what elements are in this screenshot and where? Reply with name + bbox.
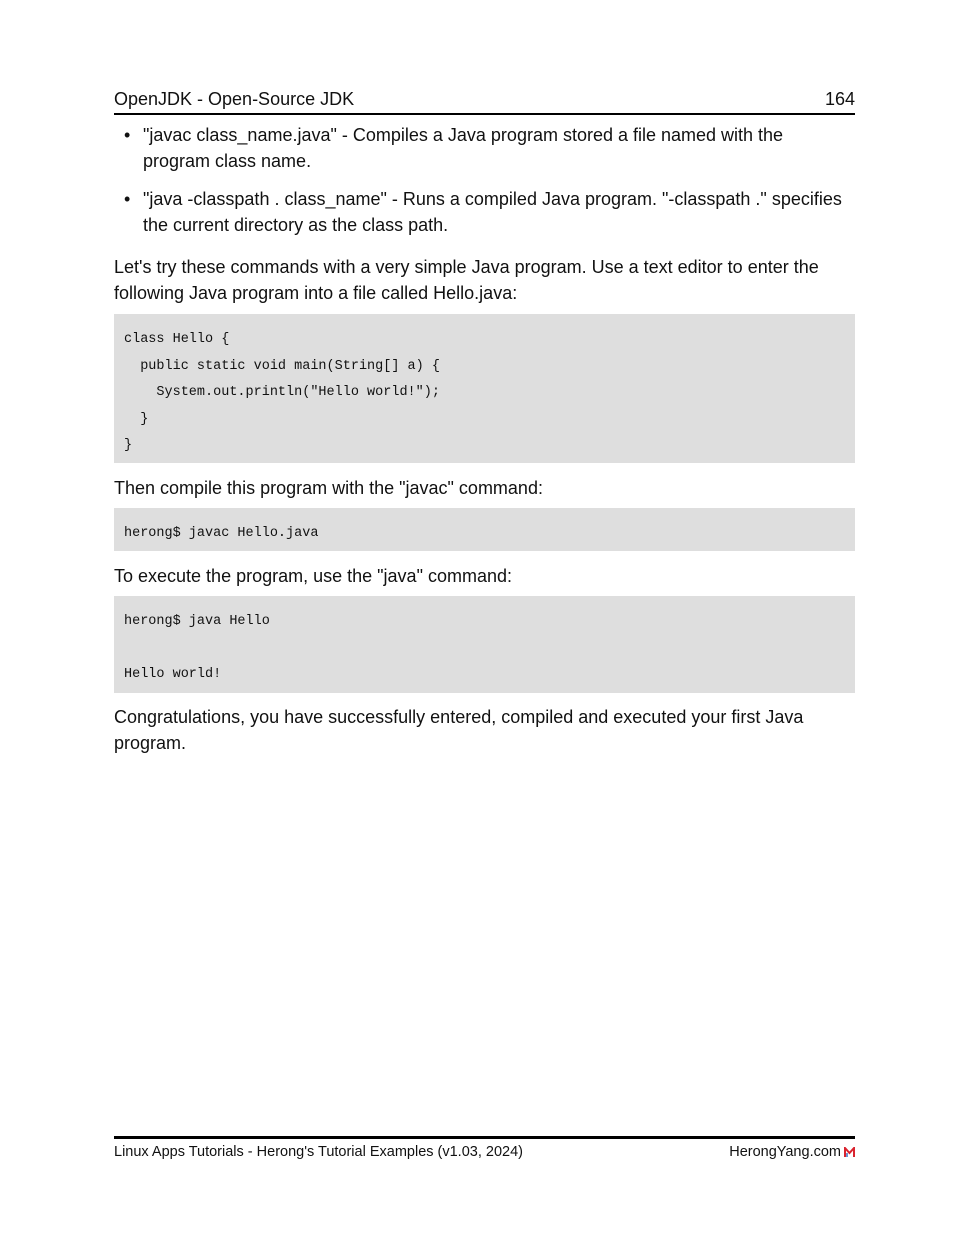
herong-logo-icon (844, 1147, 855, 1158)
list-item-text: "java -classpath . class_name" - Runs a compiled Java program. "-classpath ." specifies the current directory as the class path. (143, 189, 842, 235)
page-header (114, 89, 855, 115)
list-item (114, 122, 855, 174)
compile-command-block: herong$ javac Hello.java (114, 508, 855, 551)
intro-paragraph: Let's try these commands with a very simple Java program. Use a text editor to enter the following Java program into a file called Hello.java: (114, 257, 819, 303)
page-footer (114, 1136, 855, 1160)
compile-paragraph: Then compile this program with the "javac" command: (114, 478, 543, 498)
page-number: 164 (824, 89, 855, 109)
execute-paragraph: To execute the program, use the "java" command: (114, 566, 512, 586)
bullet-marker: • (124, 125, 131, 145)
footer-site-name: HerongYang.com (729, 1144, 841, 1160)
bullet-marker: • (124, 189, 131, 209)
footer-book-title: Linux Apps Tutorials - Herong's Tutorial Examples (v1.03, 2024) (114, 1144, 523, 1160)
hello-java-code-block: class Hello { public static void main(String[] a) { System.out.println("Hello world!"); } } (114, 314, 855, 463)
command-list (114, 122, 855, 250)
congratulations-paragraph: Congratulations, you have successfully entered, compiled and executed your first Java program. (114, 707, 804, 753)
header-title: OpenJDK - Open-Source JDK (114, 89, 355, 109)
footer-site (729, 1144, 855, 1160)
list-item (114, 186, 855, 238)
run-command-block: herong$ java Hello Hello world! (114, 596, 855, 693)
list-item-text: "javac class_name.java" - Compiles a Java program stored a file named with the program class name. (143, 125, 784, 171)
